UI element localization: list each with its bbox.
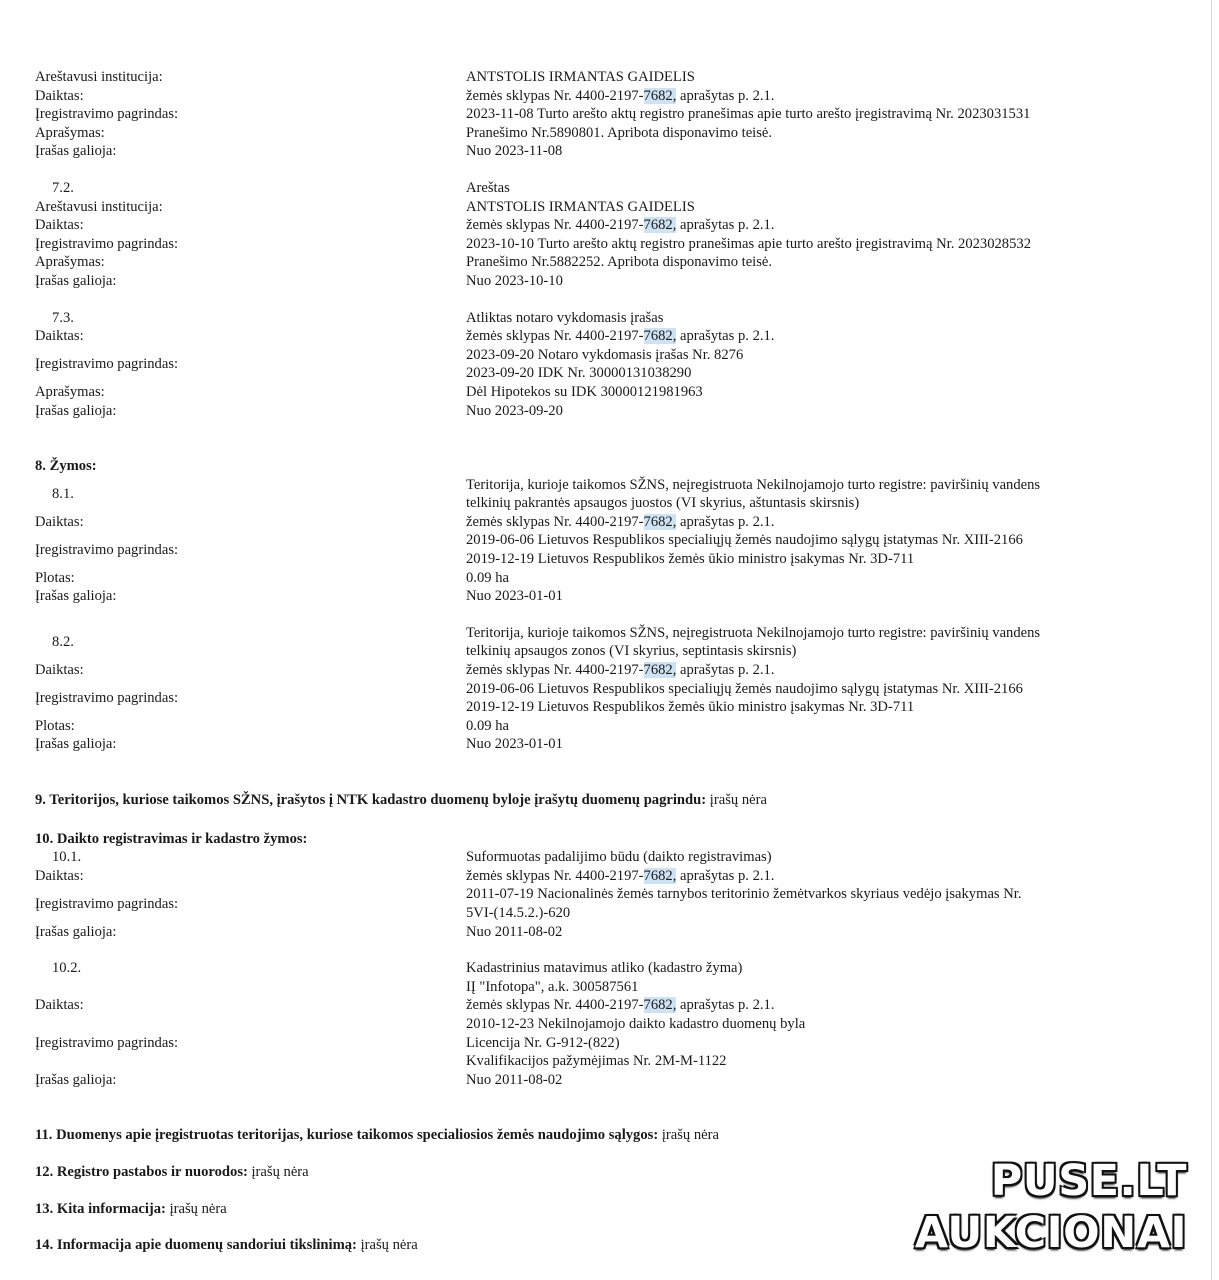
section-line (35, 791, 1205, 810)
watermark-line: AUKCIONAI (914, 1208, 1187, 1258)
field-row (35, 216, 1205, 235)
field-row (35, 587, 1205, 606)
value-line: 2019-12-19 Lietuvos Respublikos žemės ūkio ministro įsakymas Nr. 3D-711 (466, 551, 915, 568)
field-value: Dėl Hipotekos su IDK 30000121981963 (466, 383, 703, 400)
field-label: Plotas: (35, 717, 75, 734)
entry-header (35, 848, 1205, 867)
watermark-logo (907, 1155, 1187, 1259)
highlighted-text: 7682, (643, 867, 677, 884)
highlighted-text: 7682, (643, 997, 677, 1014)
value-line: 2019-06-06 Lietuvos Respublikos specialiųjų žemės naudojimo sąlygų įstatymas Nr. XIII-2166 (466, 532, 1023, 549)
field-row (35, 327, 1205, 346)
highlighted-text: 7682, (643, 328, 677, 345)
section-value: įrašų nėra (658, 1127, 719, 1144)
field-label: Įregistravimo pagrindas: (35, 689, 179, 706)
highlighted-text: 7682, (643, 217, 677, 234)
entry-title: Areštas (466, 179, 510, 196)
section-title: 13. Kita informacija: (35, 1200, 166, 1217)
field-label: Įregistravimo pagrindas: (35, 235, 179, 252)
section-title: 10. Daikto registravimas ir kadastro žymos: (35, 830, 308, 847)
field-row (35, 68, 1205, 87)
entry-number: 8.2. (52, 634, 74, 651)
field-value (466, 531, 1186, 568)
field-value (466, 680, 1186, 717)
field-value (466, 87, 1186, 106)
daiktas-text: žemės sklypas Nr. 4400-2197- (466, 217, 644, 234)
value-line: Teritorija, kurioje taikomos SŽNS, neįregistruota Nekilnojamojo turto registre: paviršinių vandens (466, 624, 1041, 641)
daiktas-text: aprašytas p. 2.1. (676, 867, 775, 884)
section-value: įrašų nėra (247, 1163, 309, 1180)
field-label: Įregistravimo pagrindas: (35, 356, 179, 373)
field-value (466, 996, 1186, 1015)
entry-number: 10.2. (52, 960, 82, 977)
entry-header (35, 309, 1205, 328)
field-value: 0.09 ha (466, 569, 509, 586)
field-label: Areštavusi institucija: (35, 69, 163, 85)
value-line: Licencija Nr. G-912-(822) (466, 1034, 620, 1051)
value-line: 2019-06-06 Lietuvos Respublikos specialiųjų žemės naudojimo sąlygų įstatymas Nr. XIII-2166 (466, 680, 1023, 697)
page-right-edge (1211, 0, 1212, 1280)
field-row (35, 735, 1205, 754)
field-row (35, 1015, 1205, 1071)
entry-title: Atliktas notaro vykdomasis įrašas (466, 309, 664, 326)
field-row (35, 1071, 1205, 1090)
field-value: Nuo 2023-01-01 (466, 588, 563, 605)
daiktas-text: aprašytas p. 2.1. (676, 217, 775, 234)
value-line: Teritorija, kurioje taikomos SŽNS, neįregistruota Nekilnojamojo turto registre: paviršinių vandens (466, 476, 1041, 493)
field-row (35, 513, 1205, 532)
field-row (35, 87, 1205, 106)
field-value (466, 867, 1186, 886)
value-line: telkinių pakrantės apsaugos juostos (VI skyrius, aštuntasis skirsnis) (466, 495, 860, 512)
field-row (35, 235, 1205, 254)
highlighted-text: 7682, (643, 513, 677, 530)
field-label: Aprašymas: (35, 254, 105, 271)
field-row (35, 569, 1205, 588)
entry-number: 7.2. (52, 179, 74, 196)
field-row (35, 383, 1205, 402)
entry-header (35, 959, 1205, 996)
section-title: 9. Teritorijos, kuriose taikomos SŽNS, įrašytos į NTK kadastro duomenų byloje įrašytų duomenų pagrindu: (35, 792, 707, 808)
field-row (35, 661, 1205, 680)
entry-number: 10.1. (52, 849, 82, 866)
field-label: Daiktas: (35, 328, 84, 345)
value-line: 2023-09-20 Notaro vykdomasis įrašas Nr. 8276 (466, 346, 744, 363)
value-line: Kvalifikacijos pažymėjimas Nr. 2M-M-1122 (466, 1053, 727, 1070)
value-line: 2010-12-23 Nekilnojamojo daikto kadastro duomenų byla (466, 1015, 806, 1032)
daiktas-text: žemės sklypas Nr. 4400-2197- (466, 513, 644, 530)
section-line (35, 1126, 1205, 1145)
field-label: Įrašas galioja: (35, 736, 117, 753)
field-value: Nuo 2023-10-10 (466, 272, 563, 289)
field-label: Įrašas galioja: (35, 923, 117, 940)
entry-number: 8.1. (52, 485, 74, 502)
field-value: 0.09 ha (466, 717, 509, 734)
field-label: Įrašas galioja: (35, 1071, 117, 1088)
entry-header (35, 624, 1205, 661)
section-value: įrašų nėra (356, 1237, 418, 1254)
field-label: Daiktas: (35, 513, 84, 530)
field-row (35, 531, 1205, 568)
value-line: Kadastrinius matavimus atliko (kadastro žyma) (466, 960, 743, 977)
entry-header (35, 476, 1205, 513)
value-line: 5VI-(14.5.2.)-620 (466, 904, 571, 921)
field-value (466, 346, 1186, 383)
field-label: Daiktas: (35, 87, 84, 104)
field-label: Įregistravimo pagrindas: (35, 106, 179, 123)
value-line: telkinių apsaugos zonos (VI skyrius, septintasis skirsnis) (466, 643, 797, 660)
entry-title: Suformuotas padalijimo būdu (daikto registravimas) (466, 849, 772, 866)
value-line: 2011-07-19 Nacionalinės žemės tarnybos teritorinio žemėtvarkos skyriaus vedėjo įsakymas Nr. (466, 886, 1022, 903)
field-label: Daiktas: (35, 867, 84, 884)
field-label: Įrašas galioja: (35, 272, 117, 289)
field-value: ANTSTOLIS IRMANTAS GAIDELIS (466, 198, 695, 215)
field-row (35, 680, 1205, 717)
field-value: Nuo 2011-08-02 (466, 923, 563, 940)
field-label: Įrašas galioja: (35, 402, 117, 419)
highlighted-text: 7682, (643, 87, 677, 104)
field-label: Įregistravimo pagrindas: (35, 895, 179, 912)
field-row (35, 198, 1205, 217)
field-label: Daiktas: (35, 997, 84, 1014)
field-row (35, 272, 1205, 291)
section-title: 14. Informacija apie duomenų sandoriui tikslinimą: (35, 1237, 357, 1254)
field-row (35, 885, 1205, 922)
field-row (35, 402, 1205, 421)
field-label: Daiktas: (35, 662, 84, 679)
field-row (35, 124, 1205, 143)
field-value: Nuo 2011-08-02 (466, 1071, 563, 1088)
watermark-line: PUSE.LT (990, 1156, 1187, 1206)
field-value: 2023-11-08 Turto arešto aktų registro pranešimas apie turto arešto įregistravimą Nr. 2023031531 (466, 106, 1031, 123)
daiktas-text: žemės sklypas Nr. 4400-2197- (466, 867, 644, 884)
entry-title (466, 476, 1186, 513)
field-label: Įrašas galioja: (35, 143, 117, 160)
daiktas-text: aprašytas p. 2.1. (676, 513, 775, 530)
section-title: 11. Duomenys apie įregistruotas teritorijas, kuriose taikomos specialiosios žemės naudojimo sąlygos: (35, 1127, 659, 1144)
field-label: Plotas: (35, 569, 75, 586)
value-line: 2019-12-19 Lietuvos Respublikos žemės ūkio ministro įsakymas Nr. 3D-711 (466, 699, 915, 716)
field-value: Pranešimo Nr.5882252. Apribota disponavimo teisė. (466, 254, 773, 271)
field-label: Aprašymas: (35, 383, 105, 400)
field-row (35, 105, 1205, 124)
field-row (35, 867, 1205, 886)
field-row (35, 346, 1205, 383)
field-label: Įrašas galioja: (35, 588, 117, 605)
daiktas-text: aprašytas p. 2.1. (676, 328, 775, 345)
daiktas-text: žemės sklypas Nr. 4400-2197- (466, 662, 644, 679)
field-row (35, 253, 1205, 272)
field-value: Nuo 2023-11-08 (466, 143, 563, 160)
field-label: Įregistravimo pagrindas: (35, 1034, 179, 1051)
daiktas-text: žemės sklypas Nr. 4400-2197- (466, 328, 644, 345)
field-value: ANTSTOLIS IRMANTAS GAIDELIS (466, 69, 695, 85)
field-value: Pranešimo Nr.5890801. Apribota disponavimo teisė. (466, 124, 773, 141)
highlighted-text: 7682, (643, 662, 677, 679)
entry-title (466, 624, 1186, 661)
field-value: 2023-10-10 Turto arešto aktų registro pranešimas apie turto arešto įregistravimą Nr. 2023028532 (466, 235, 1031, 252)
field-row (35, 996, 1205, 1015)
field-value (466, 216, 1186, 235)
field-row (35, 923, 1205, 942)
field-value (466, 885, 1186, 922)
daiktas-text: aprašytas p. 2.1. (676, 997, 775, 1014)
section-value: įrašų nėra (165, 1200, 227, 1217)
daiktas-text: aprašytas p. 2.1. (676, 662, 775, 679)
field-label: Įregistravimo pagrindas: (35, 541, 179, 558)
value-line: 2023-09-20 IDK Nr. 30000131038290 (466, 365, 692, 382)
value-line: IĮ "Infotopa", a.k. 300587561 (466, 978, 639, 995)
field-label: Daiktas: (35, 217, 84, 234)
entry-header (35, 179, 1205, 198)
page-top-edge (0, 0, 1219, 6)
field-row (35, 142, 1205, 161)
field-value: Nuo 2023-01-01 (466, 736, 563, 753)
field-row (35, 717, 1205, 736)
section-title: 8. Žymos: (35, 458, 97, 475)
entry-title (466, 959, 1186, 996)
entry-number: 7.3. (52, 309, 74, 326)
field-label: Aprašymas: (35, 124, 105, 141)
field-value (466, 661, 1186, 680)
field-value (466, 327, 1186, 346)
field-label: Areštavusi institucija: (35, 198, 163, 215)
field-value (466, 513, 1186, 532)
section-value: įrašų nėra (706, 792, 767, 808)
section-title: 12. Registro pastabos ir nuorodos: (35, 1163, 248, 1180)
field-value: Nuo 2023-09-20 (466, 402, 563, 419)
daiktas-text: žemės sklypas Nr. 4400-2197- (466, 997, 644, 1014)
daiktas-text: aprašytas p. 2.1. (676, 87, 775, 104)
daiktas-text: žemės sklypas Nr. 4400-2197- (466, 87, 644, 104)
document-body (35, 68, 1205, 1255)
field-value (466, 1015, 1186, 1071)
